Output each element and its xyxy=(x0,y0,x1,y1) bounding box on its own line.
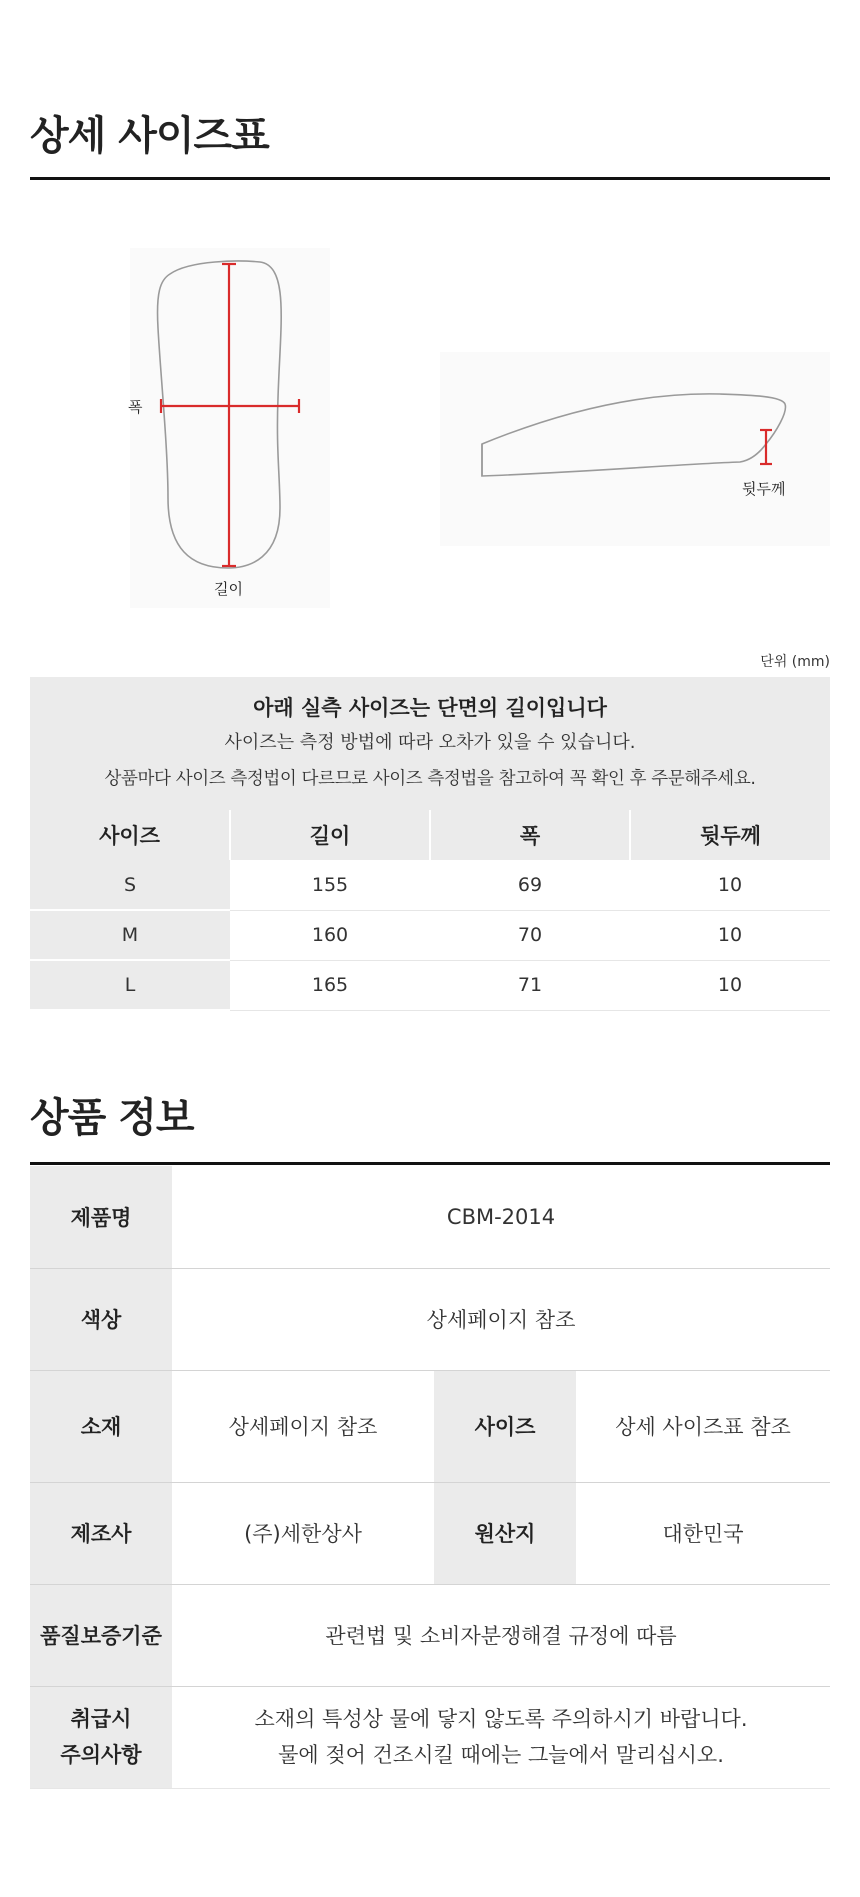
product-section-title: 상품 정보 xyxy=(30,1095,194,1141)
table-row xyxy=(30,960,830,1010)
insole-front-diagram xyxy=(130,248,330,608)
width-cell: 69 xyxy=(430,860,630,910)
material-value: 상세페이지 참조 xyxy=(172,1370,434,1482)
header-length: 길이 xyxy=(230,810,430,860)
header-heel: 뒷두께 xyxy=(630,810,830,860)
care-value-line-2: 물에 젖어 건조시킬 때에는 그늘에서 말리십시오. xyxy=(278,1743,724,1767)
warranty-label: 품질보증기준 xyxy=(30,1584,172,1686)
product-section-divider xyxy=(30,1162,830,1165)
length-cell: 165 xyxy=(230,960,430,1010)
notice-line-2: 사이즈는 측정 방법에 따라 오차가 있을 수 있습니다. xyxy=(224,732,636,753)
product-info-table xyxy=(30,1166,830,1789)
info-row-product-name xyxy=(30,1166,830,1268)
notice-line-1: 아래 실측 사이즈는 단면의 길이입니다 xyxy=(253,696,607,720)
width-cell: 70 xyxy=(430,910,630,960)
heel-cell: 10 xyxy=(630,960,830,1010)
size-table-block xyxy=(30,677,830,1011)
size-cell: L xyxy=(30,960,230,1010)
width-cell: 71 xyxy=(430,960,630,1010)
size-cell: M xyxy=(30,910,230,960)
size-cell: S xyxy=(30,860,230,910)
unit-label: 단위 (mm) xyxy=(760,654,830,670)
notice-line-3: 상품마다 사이즈 측정법이 다르므로 사이즈 측정법을 참고하여 꼭 확인 후 주문해주세요. xyxy=(104,769,756,789)
insole-side-diagram xyxy=(440,352,830,546)
size-notice xyxy=(30,677,830,810)
heel-cell: 10 xyxy=(630,910,830,960)
table-row xyxy=(30,910,830,960)
size-value: 상세 사이즈표 참조 xyxy=(576,1370,830,1482)
length-label: 길이 xyxy=(214,580,243,598)
insole-front-outline xyxy=(130,248,330,608)
color-label: 색상 xyxy=(30,1268,172,1370)
width-label: 폭 xyxy=(128,398,143,416)
product-name-label: 제품명 xyxy=(30,1166,172,1268)
warranty-value: 관련법 및 소비자분쟁해결 규정에 따름 xyxy=(172,1584,830,1686)
material-label: 소재 xyxy=(30,1370,172,1482)
size-table xyxy=(30,810,830,1011)
care-label-line-2: 주의사항 xyxy=(60,1743,142,1767)
maker-label: 제조사 xyxy=(30,1482,172,1584)
info-row-care xyxy=(30,1686,830,1788)
origin-value: 대한민국 xyxy=(576,1482,830,1584)
length-cell: 160 xyxy=(230,910,430,960)
maker-value: (주)세한상사 xyxy=(172,1482,434,1584)
info-row-maker-origin xyxy=(30,1482,830,1584)
heel-thickness-label: 뒷두께 xyxy=(742,480,786,498)
care-value xyxy=(172,1686,830,1788)
color-value: 상세페이지 참조 xyxy=(172,1268,830,1370)
size-section-divider xyxy=(30,177,830,180)
length-cell: 155 xyxy=(230,860,430,910)
care-label xyxy=(30,1686,172,1788)
heel-cell: 10 xyxy=(630,860,830,910)
care-label-line-1: 취급시 xyxy=(70,1707,132,1731)
info-row-warranty xyxy=(30,1584,830,1686)
product-name-value: CBM-2014 xyxy=(172,1166,830,1268)
info-row-color xyxy=(30,1268,830,1370)
table-row xyxy=(30,860,830,910)
size-table-header xyxy=(30,810,830,860)
size-label: 사이즈 xyxy=(434,1370,576,1482)
insole-side-outline xyxy=(440,352,830,546)
header-size: 사이즈 xyxy=(30,810,230,860)
info-row-material-size xyxy=(30,1370,830,1482)
origin-label: 원산지 xyxy=(434,1482,576,1584)
care-value-line-1: 소재의 특성상 물에 닿지 않도록 주의하시기 바랍니다. xyxy=(254,1707,748,1731)
header-width: 폭 xyxy=(430,810,630,860)
size-section-title: 상세 사이즈표 xyxy=(30,113,269,159)
